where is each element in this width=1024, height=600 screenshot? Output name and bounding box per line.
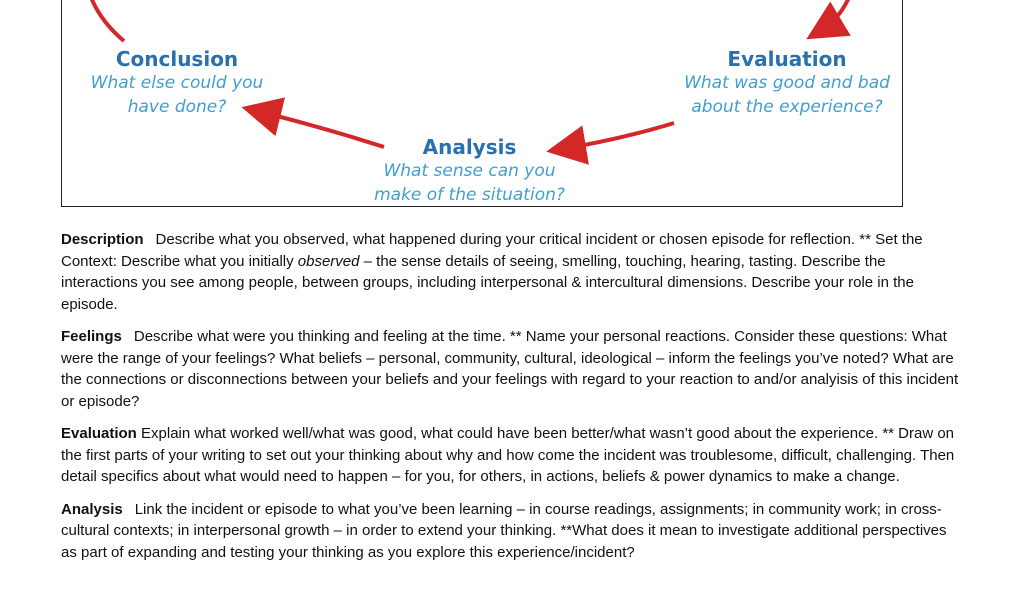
stage-question: What was good and bad about the experience? xyxy=(684,73,890,117)
arrow-top-right xyxy=(820,0,850,31)
section-text-after: – the sense details of seeing, smelling, touching, hearing, tasting. Describe the interactions you see among people, between groups, including interpersonal & intercultural dimensions. Describe your role in the episode. xyxy=(61,252,914,313)
stage-question: What sense can you make of the situation? xyxy=(374,161,565,205)
section-text: Describe what you observed, what happened during your critical incident or chosen episode for reflection. ** Set the Context: Describe what you initially xyxy=(61,231,923,270)
stage-evaluation xyxy=(670,47,904,119)
section-emphasis: observed xyxy=(297,252,360,270)
reflective-cycle-diagram xyxy=(61,0,903,207)
section-analysis xyxy=(61,499,966,564)
section-description xyxy=(61,229,966,315)
section-heading: Feelings xyxy=(61,328,122,345)
stage-title: Evaluation xyxy=(727,47,847,71)
section-feelings xyxy=(61,326,966,412)
stage-analysis xyxy=(352,135,587,207)
stage-question: What else could you have done? xyxy=(90,73,264,117)
section-heading: Evaluation xyxy=(61,425,137,442)
section-evaluation xyxy=(61,423,966,488)
arrow-to-conclusion xyxy=(90,0,124,41)
reflection-guide-text xyxy=(61,229,966,574)
stage-conclusion xyxy=(72,47,282,119)
section-heading: Analysis xyxy=(61,500,123,518)
section-text: Explain what worked well/what was good, what could have been better/what wasn’t good about the experience. ** Draw on the first parts of your writing to set out your thinking about why and how come the incident was troublesome, difficult, challenging. Then detail specifics about what would need to happen – for you, for others, in actions, beliefs & power dynamics to make a change. xyxy=(61,425,955,485)
stage-title: Conclusion xyxy=(115,47,239,71)
section-text: Describe what were you thinking and feeling at the time. ** Name your personal reactions. Consider these questions: What were the range of your feelings? What beliefs – personal, community, cultural, ideological – inform the feelings you’ve noted? What are the connections or disconnections between your beliefs and your feelings with regard to your reaction to and/or analyisis of this incident or episode? xyxy=(61,328,959,410)
section-heading: Description xyxy=(61,231,144,248)
stage-title: Analysis xyxy=(422,135,517,159)
section-text: Link the incident or episode to what you’ve been learning – in course readings, assignments; in community work; in cross-cultural contexts; in interpersonal growth – in order to extend your thinking. **What does it mean to investigate additional perspectives as part of expanding and testing your thinking as you explore this experience/incident? xyxy=(61,500,947,561)
